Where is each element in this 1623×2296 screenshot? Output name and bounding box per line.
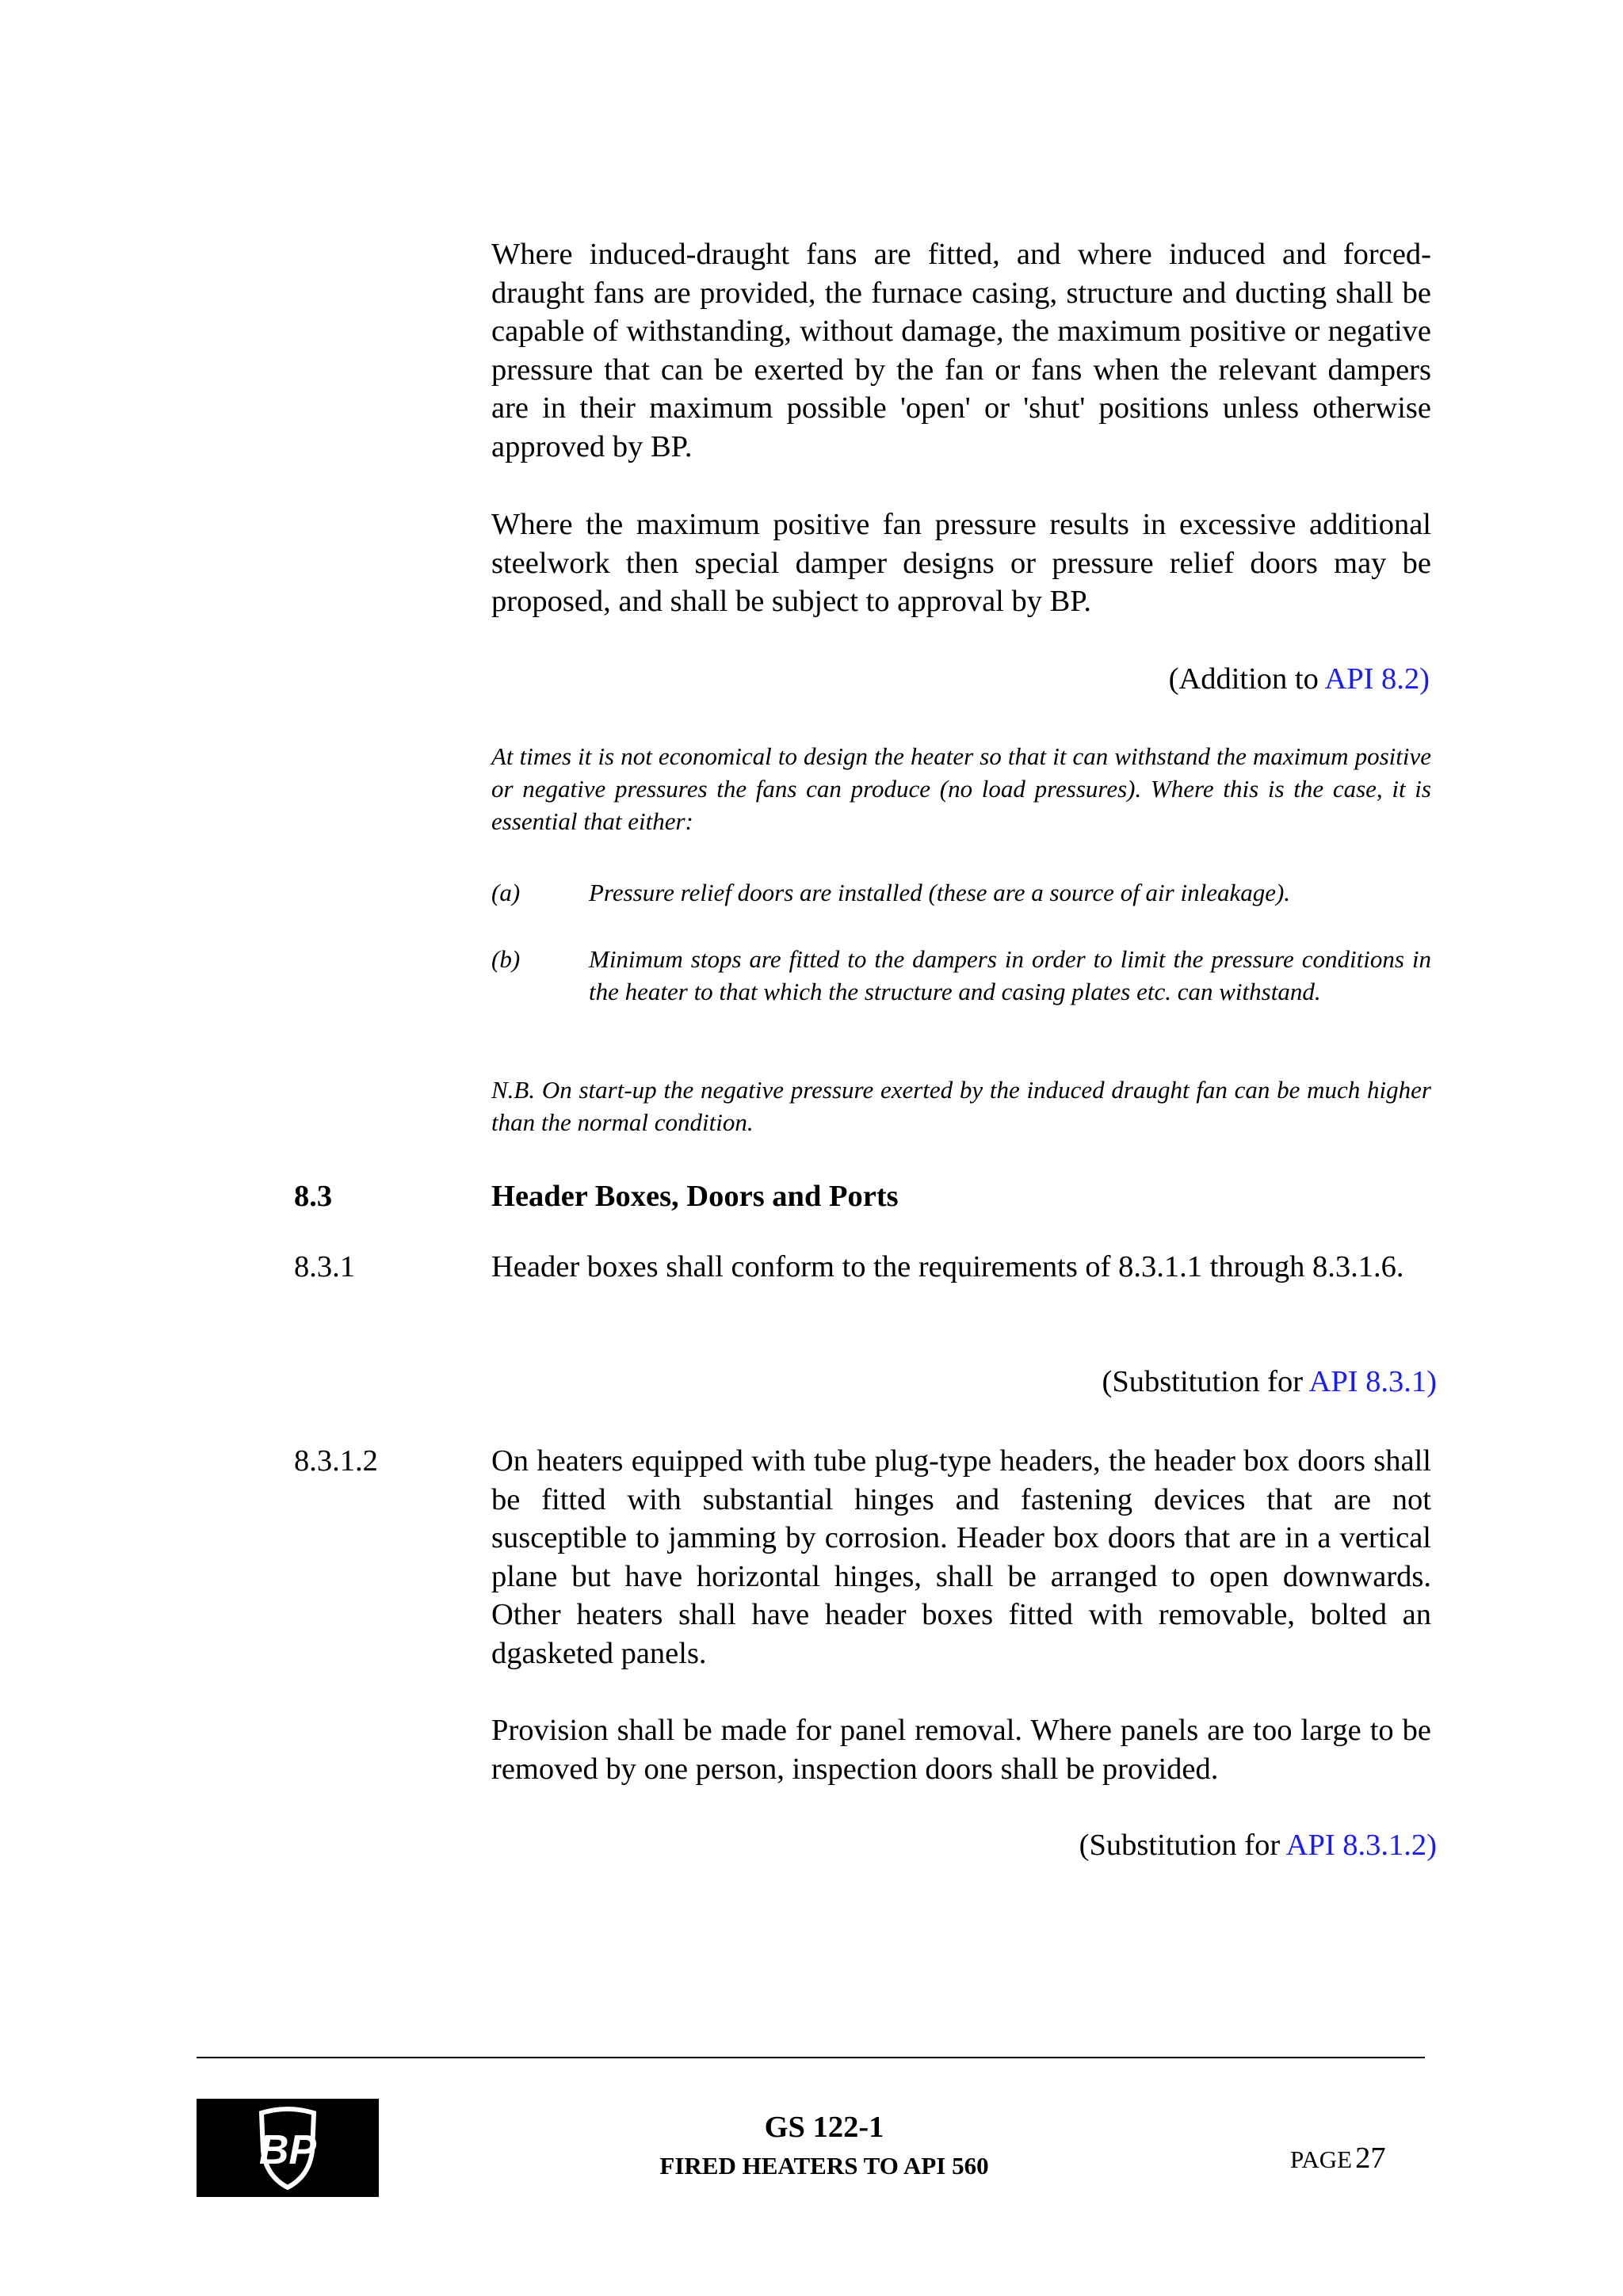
reference-addition-api-8-2 [1169, 660, 1430, 698]
note-item-a-text: Pressure relief doors are installed (these are a source of air inleakage). [589, 879, 1291, 906]
footer-page-label: PAGE [1290, 2145, 1353, 2173]
reference-substitution-api-8-3-1-2 [1079, 1826, 1437, 1864]
reference-substitution-api-8-3-1 [1102, 1363, 1437, 1401]
clause-8-3-1-2-text: On heaters equipped with tube plug-type headers, the header box doors shall be fitted with substantial hinges and fastening devices that are not susceptible to jamming by corrosion. Header box doors that are in a vertical plane but have horizontal hinges, shall be arranged to open downwards. Other heaters shall have header boxes fitted with removable, bolted an dgasketed panels. [491, 1444, 1431, 1670]
paragraph-fan-pressure: Where induced-draught fans are fitted, and where induced and forced-draught fans are provided, the furnace casing, structure and ducting shall be capable of withstanding, without damage, the maximum positive or negative pressure that can be exerted by the fan or fans when the relevant dampers are in their maximum possible 'open' or 'shut' positions unless otherwise approved by BP. [491, 238, 1431, 463]
api-8-3-1-link[interactable]: API 8.3.1) [1308, 1365, 1437, 1398]
clause-8-3-1-number: 8.3.1 [294, 1250, 355, 1283]
note-item-a-label: (a) [491, 879, 521, 906]
clause-8-3-1-2-number: 8.3.1.2 [294, 1444, 378, 1478]
footer-page-number: 27 [1355, 2142, 1386, 2175]
reference-prefix: (Substitution for [1102, 1365, 1309, 1398]
guidance-note-intro: At times it is not economical to design the heater so that it can withstand the maximum positive or negative pressures the fans can produce (no load pressures). Where this is the case, it is essential that either: [491, 742, 1431, 835]
bp-shield-icon [197, 2099, 379, 2197]
footer-rule [197, 2057, 1425, 2058]
logo-lettering: BP [258, 2127, 317, 2173]
clause-8-3-1-text: Header boxes shall conform to the requirements of 8.3.1.1 through 8.3.1.6. [491, 1250, 1404, 1283]
note-item-b-text: Minimum stops are fitted to the dampers in order to limit the pressure conditions in the heater to that which the structure and casing plates etc. can withstand. [589, 945, 1431, 1005]
note-item-b-label: (b) [491, 945, 521, 973]
footer-page-indicator [1290, 2141, 1386, 2182]
section-title: Header Boxes, Doors and Ports [491, 1180, 899, 1213]
footer-doc-title: FIRED HEATERS TO API 560 [659, 2152, 989, 2180]
reference-prefix: (Substitution for [1079, 1829, 1286, 1862]
bp-logo [197, 2099, 379, 2197]
paragraph-panel-removal: Provision shall be made for panel removal. Where panels are too large to be removed by one person, inspection doors shall be provided. [491, 1714, 1431, 1786]
api-8-3-1-2-link[interactable]: API 8.3.1.2) [1285, 1829, 1437, 1862]
reference-prefix: (Addition to [1168, 662, 1325, 696]
api-8-2-link[interactable]: API 8.2) [1324, 662, 1430, 696]
section-number: 8.3 [294, 1180, 333, 1213]
footer-doc-code: GS 122-1 [764, 2111, 884, 2144]
paragraph-excessive-steelwork: Where the maximum positive fan pressure results in excessive additional steelwork then special damper designs or pressure relief doors may be proposed, and shall be subject to approval by BP. [491, 508, 1431, 618]
note-nb: N.B. On start-up the negative pressure exerted by the induced draught fan can be much higher than the normal condition. [491, 1076, 1431, 1136]
